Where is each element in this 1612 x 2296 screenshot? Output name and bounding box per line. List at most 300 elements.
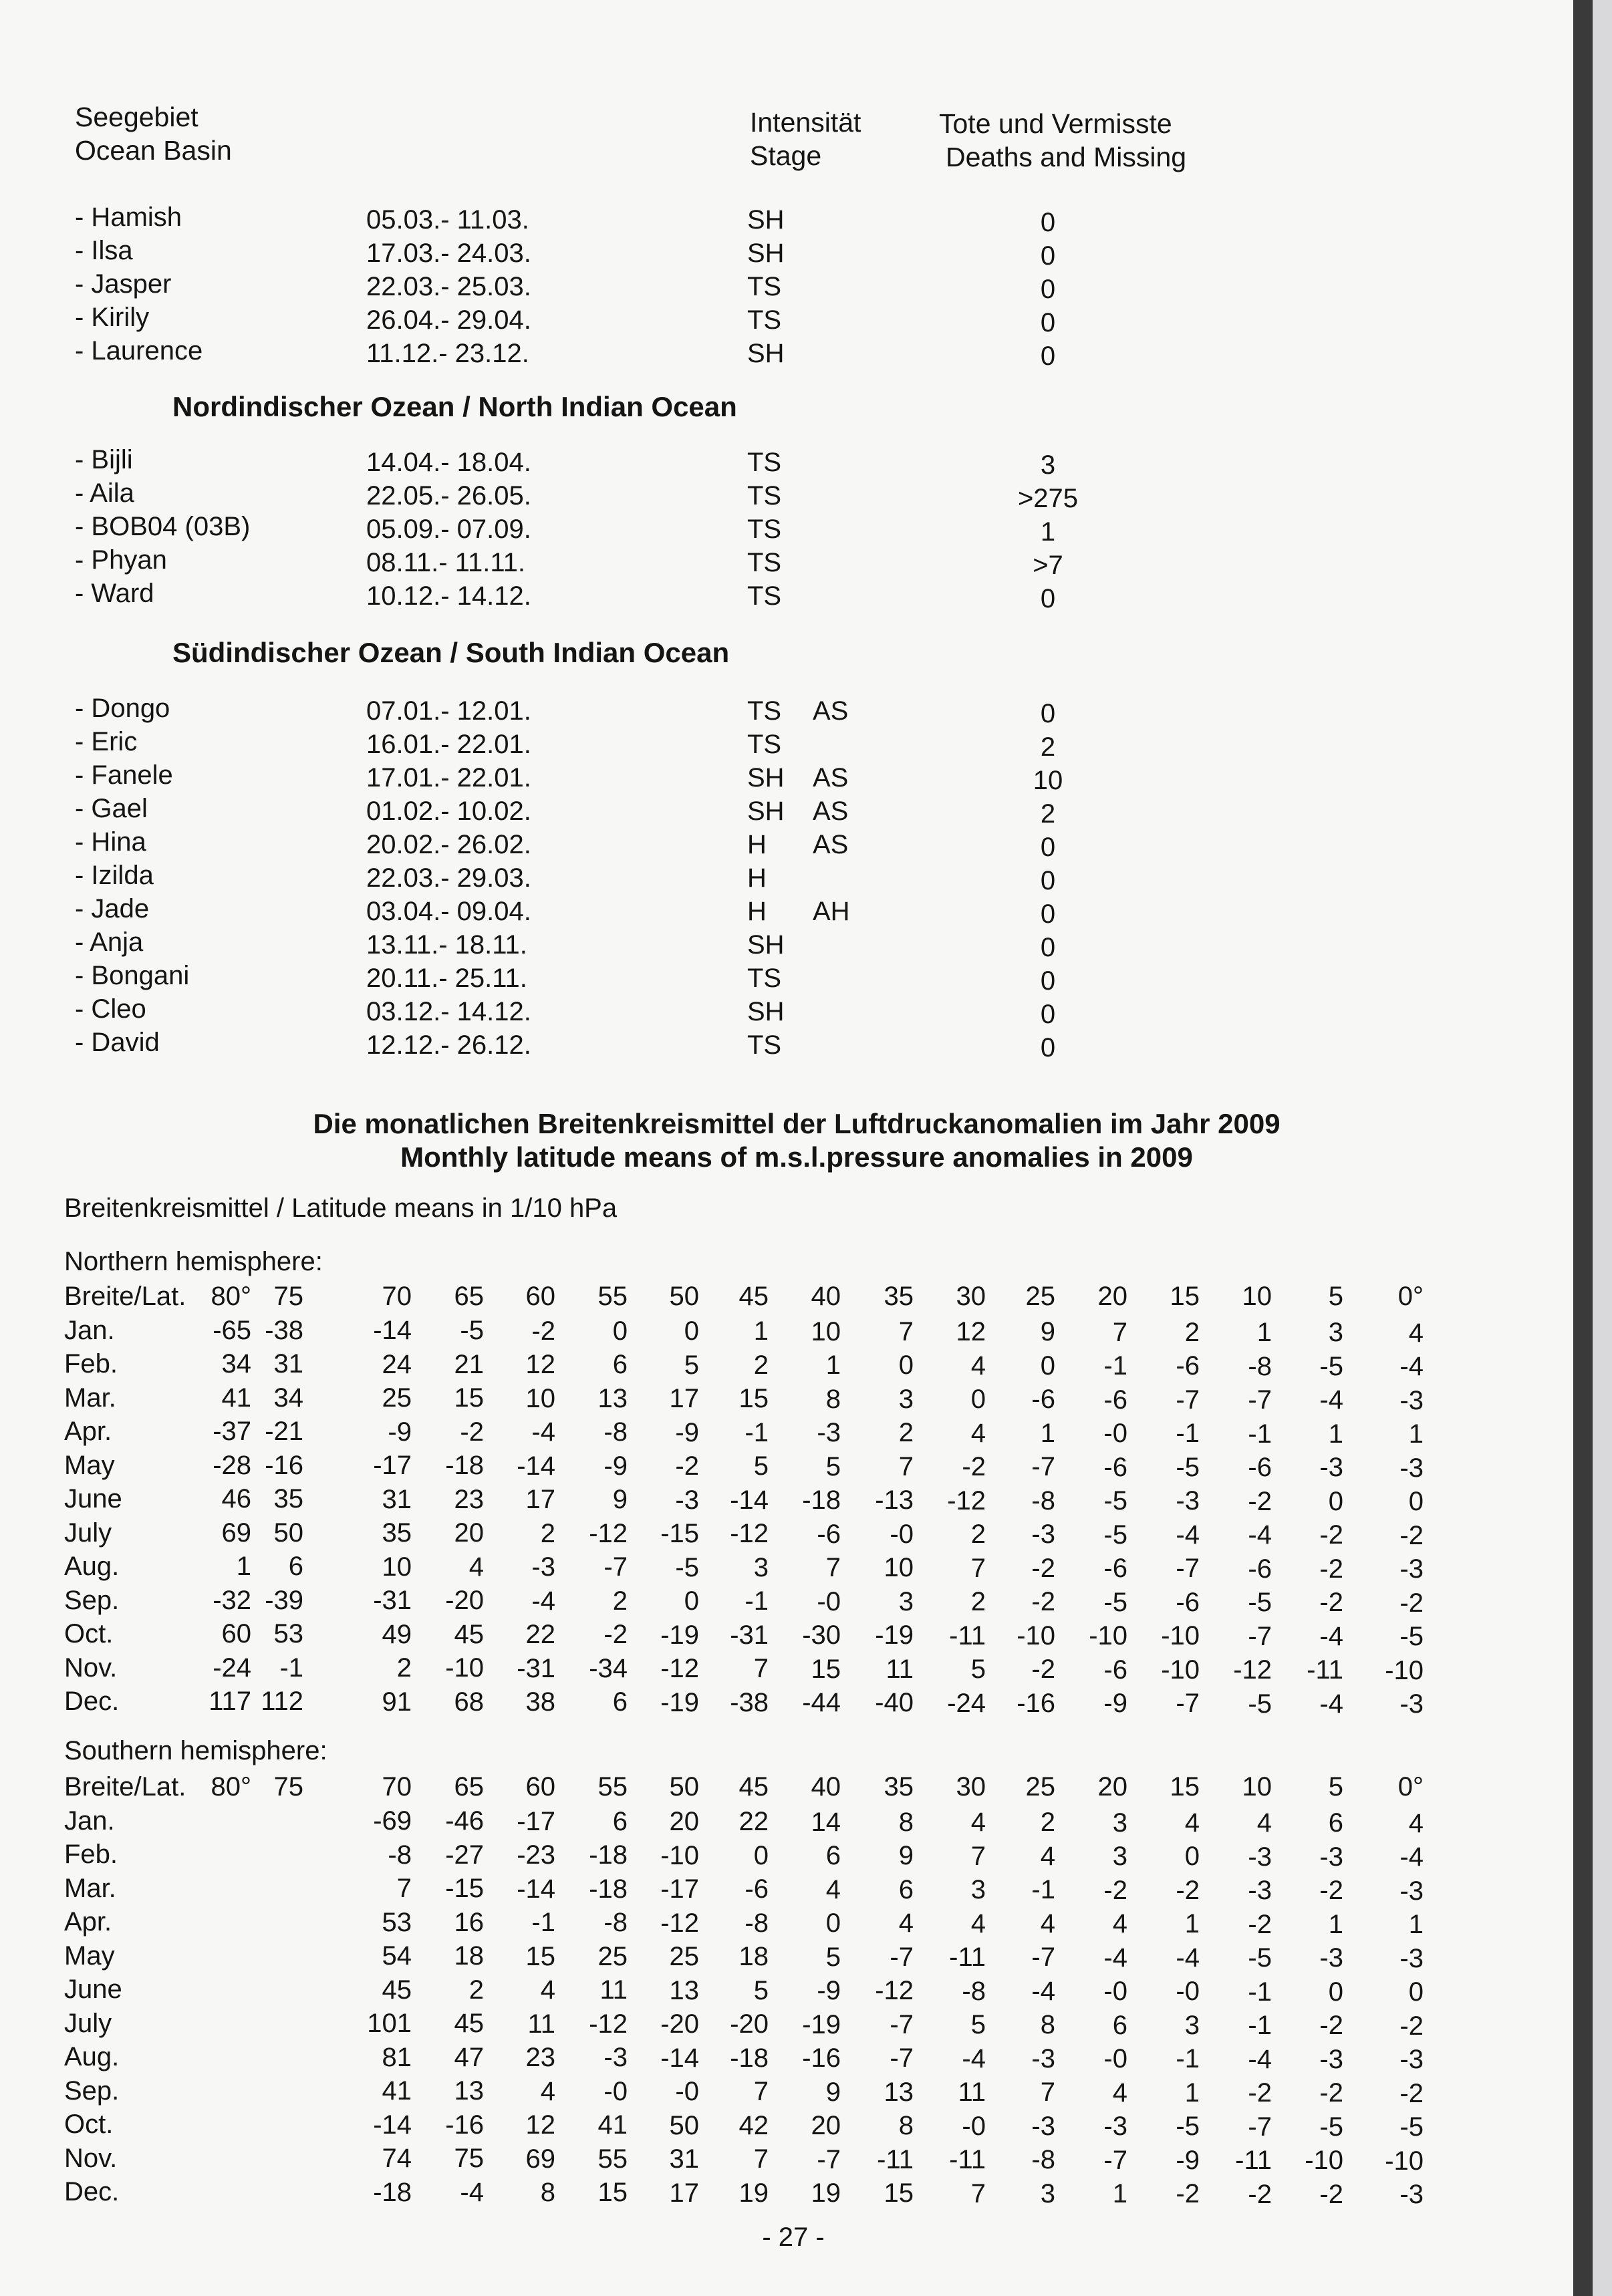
stage-header [750,106,861,172]
lat-header: 30 [956,1282,986,1311]
anomaly-value: 7 [753,1654,769,1684]
anomaly-value: 6 [825,1841,841,1870]
storm-name: - Kirily [75,303,150,332]
anomaly-value: -12 [589,2009,628,2039]
anomaly-value: -3 [1319,2044,1343,2074]
anomaly-value: -4 [1248,1520,1272,1550]
lat-header: 15 [1170,1772,1200,1802]
storm-deaths: 0 [1040,699,1056,728]
anomaly-value: 2 [1040,1808,1055,1838]
storm-dates: 22.05.- 26.05. [366,481,531,511]
anomaly-value: -6 [1176,1351,1200,1381]
storm-name: - Ilsa [75,236,133,265]
anomaly-value: -2 [603,1620,628,1650]
anomaly-value: -1 [1176,2044,1200,2074]
anomaly-value: -0 [962,2111,986,2141]
storm-dates: 14.04.- 18.04. [366,448,531,477]
anomaly-value: 5 [684,1350,699,1380]
anomaly-value: 11 [958,2077,986,2107]
anomaly-title-de: Die monatlichen Breitenkreismittel der Luftdruckanomalien im Jahr 2009 [313,1108,1281,1139]
storm-name: - Bongani [75,961,190,990]
anomaly-value: -4 [1319,1689,1343,1719]
anomaly-value: -1 [745,1417,769,1447]
anomaly-value: 19 [738,2178,769,2208]
anomaly-value: -5 [1103,1587,1127,1617]
anomaly-value: 4 [825,1874,841,1904]
anomaly-value: 3 [898,1586,914,1616]
anomaly-value: -6 [1103,1554,1127,1583]
storm-dates: 05.03.- 11.03. [366,205,529,235]
anomaly-value: -24 [947,1688,986,1718]
anomaly-value: -4 [1031,1976,1055,2006]
anomaly-value: -9 [388,1417,412,1447]
southern-label: Southern hemisphere: [64,1736,327,1765]
anomaly-value: -16 [265,1450,303,1480]
anomaly-value: 3 [1184,2010,1200,2040]
anomaly-value: 31 [382,1484,412,1514]
month-label: June [64,1975,122,2004]
anomaly-value: -3 [1248,1842,1272,1872]
lat-header: 80° [211,1772,251,1802]
storm-deaths: 0 [1040,1033,1056,1062]
storm-stage: SH [747,930,785,960]
lat-header: 15 [1170,1282,1200,1311]
anomaly-value: 8 [825,1384,841,1414]
storm-name: - Hamish [75,202,182,232]
anomaly-value: -3 [1031,2111,1055,2141]
anomaly-value: -20 [445,1586,484,1616]
anomaly-value: -6 [1103,1452,1127,1482]
anomaly-value: -28 [213,1450,251,1480]
storm-deaths: 2 [1040,732,1056,762]
anomaly-value: -18 [445,1451,484,1481]
anomaly-value: 55 [597,2144,628,2174]
storm-name: - Eric [75,727,138,756]
storm-name: - Laurence [75,336,203,366]
anomaly-value: 6 [1328,1808,1343,1838]
storm-dates: 17.01.- 22.01. [366,763,531,793]
anomaly-value: -3 [1399,2180,1424,2209]
anomaly-value: -3 [1399,1689,1424,1719]
anomaly-value: -6 [745,1874,769,1904]
anomaly-value: 31 [273,1349,303,1379]
month-label: Sep. [64,1585,120,1615]
anomaly-value: -1 [279,1653,303,1683]
storm-deaths: 10 [1033,766,1063,795]
anomaly-value: 25 [597,1941,628,1971]
storm-dates: 22.03.- 25.03. [366,272,531,301]
anomaly-value: 35 [382,1518,412,1548]
anomaly-value: -31 [373,1586,412,1615]
anomaly-value: -30 [802,1620,841,1650]
anomaly-value: 4 [1040,1841,1055,1871]
anomaly-value: 6 [612,1806,628,1836]
storm-name: - Dongo [75,694,170,723]
storm-stage: TS [747,730,782,759]
basin-header-en: Ocean Basin [75,135,232,166]
lat-header: 20 [1097,1772,1127,1802]
storm-name: - Ward [75,579,154,608]
anomaly-value: 7 [753,2144,769,2174]
anomaly-value: 2 [540,1518,555,1548]
anomaly-value: -10 [1385,1655,1424,1685]
anomaly-value: -14 [517,1451,555,1481]
lat-header: 20 [1097,1282,1127,1311]
storm-deaths: 0 [1040,341,1056,371]
anomaly-value: 20 [454,1518,484,1548]
anomaly-value: 4 [970,1418,986,1448]
anomaly-value: -2 [1319,1588,1343,1618]
storm-deaths: 0 [1040,1000,1056,1029]
anomaly-value: -14 [730,1485,769,1515]
storm-stage: SH [747,339,785,368]
anomaly-value: 1 [1328,1419,1343,1449]
anomaly-value: -46 [445,1806,484,1836]
anomaly-value: -7 [1176,1554,1200,1584]
anomaly-value: 3 [1040,2178,1055,2208]
anomaly-value: 0 [970,1385,986,1414]
anomaly-value: -31 [517,1653,555,1683]
anomaly-value: -2 [1319,2078,1343,2108]
month-label: Dec. [64,1687,120,1716]
anomaly-value: -6 [1103,1385,1127,1415]
anomaly-value: -2 [531,1316,555,1346]
storm-deaths: 1 [1040,517,1056,547]
anomaly-value: -9 [1176,2145,1200,2175]
anomaly-value: -40 [875,1688,914,1718]
lat-header: 0° [1397,1772,1424,1802]
anomaly-value: -44 [802,1688,841,1717]
anomaly-value: -38 [730,1687,769,1717]
anomaly-value: 41 [382,2076,412,2106]
storm-dates: 11.12.- 23.12. [366,339,529,368]
anomaly-value: 4 [970,1908,986,1939]
anomaly-value: 0 [1408,1487,1424,1516]
anomaly-value: -1 [1176,1419,1200,1449]
anomaly-value: -38 [265,1315,303,1345]
units-label: Breitenkreismittel / Latitude means in 1/10 hPa [64,1193,618,1223]
anomaly-value: -2 [675,1451,699,1481]
storm-stage-secondary: AS [813,696,849,726]
storm-stage: H [747,830,767,859]
anomaly-value: -1 [1103,1351,1127,1381]
anomaly-value: 9 [612,1485,628,1515]
anomaly-value: 7 [753,2077,769,2107]
anomaly-value: 0 [825,1908,841,1938]
anomaly-value: 45 [454,2009,484,2039]
lat-header: 70 [382,1772,412,1802]
anomaly-value: -4 [1399,1352,1424,1381]
storm-stage: H [747,863,767,893]
anomaly-value: -4 [531,1586,555,1616]
storm-deaths: 0 [1040,966,1056,996]
anomaly-value: -1 [745,1586,769,1616]
anomaly-value: -9 [817,1976,841,2005]
anomaly-value: -5 [675,1552,699,1582]
anomaly-value: -12 [875,1976,914,2006]
month-label: Mar. [64,1383,116,1413]
anomaly-value: 2 [970,1520,986,1549]
lat-header: 5 [1328,1772,1343,1802]
storm-deaths: 0 [1040,899,1056,929]
month-label: Apr. [64,1907,112,1936]
anomaly-value: -31 [730,1620,769,1650]
anomaly-value: -10 [660,1840,699,1870]
page-number: - 27 - [762,2222,825,2252]
anomaly-value: -3 [1399,1943,1424,1973]
anomaly-value: 17 [669,2178,699,2208]
anomaly-value: 15 [597,2178,628,2208]
anomaly-value: -6 [1248,1554,1272,1584]
anomaly-value: -14 [517,1874,555,1904]
anomaly-value: 14 [811,1807,841,1837]
lat-header: 80° [211,1282,251,1311]
storm-stage: SH [747,205,785,235]
anomaly-value: -2 [962,1452,986,1481]
anomaly-value: 7 [898,1316,914,1346]
lat-header: 60 [525,1772,555,1802]
storm-stage-secondary: AS [813,830,849,859]
storm-stage: SH [747,239,785,268]
lat-header: 25 [1025,1772,1055,1802]
anomaly-value: 4 [1112,1909,1127,1939]
anomaly-value: -10 [1017,1620,1055,1651]
anomaly-value: 1 [236,1552,251,1581]
anomaly-value: 8 [1040,2010,1055,2040]
lat-header: 55 [597,1282,628,1311]
anomaly-value: -4 [531,1417,555,1447]
storm-dates: 22.03.- 29.03. [366,863,531,893]
anomaly-value: 24 [382,1349,412,1379]
storm-stage: H [747,897,767,926]
anomaly-value: 8 [540,2178,555,2207]
anomaly-value: -2 [1319,1876,1343,1906]
anomaly-value: 3 [898,1384,914,1414]
anomaly-value: 4 [898,1908,914,1939]
anomaly-value: 13 [669,1975,699,2005]
anomaly-value: 7 [970,2178,986,2208]
anomaly-value: -37 [213,1417,251,1446]
lat-header: 40 [811,1282,841,1311]
lat-header: 45 [738,1772,769,1802]
storm-dates: 07.01.- 12.01. [366,696,531,726]
anomaly-value: -11 [1307,1655,1343,1685]
anomaly-value: 5 [825,1942,841,1972]
anomaly-value: -4 [962,2043,986,2073]
anomaly-value: -18 [802,1485,841,1515]
anomaly-value: -2 [1319,2179,1343,2209]
anomaly-value: 15 [738,1384,769,1414]
anomaly-value: -8 [1248,1351,1272,1381]
storm-dates: 10.12.- 14.12. [366,581,531,611]
anomaly-value: 47 [454,2042,484,2072]
scan-edge [1573,0,1593,2296]
anomaly-value: 5 [753,1975,769,2005]
anomaly-value: 8 [898,2111,914,2141]
anomaly-value: -2 [1176,2179,1200,2209]
anomaly-value: -16 [802,2043,841,2073]
anomaly-value: -2 [460,1417,484,1447]
month-label: Apr. [64,1417,112,1446]
anomaly-value: -5 [1103,1520,1127,1550]
lat-row-header: Breite/Lat. [64,1282,186,1311]
anomaly-value: 4 [1184,1808,1200,1838]
anomaly-value: -5 [1176,1452,1200,1482]
northern-label: Northern hemisphere: [64,1247,323,1276]
anomaly-value: 15 [884,2178,914,2208]
storm-stage: SH [747,763,785,793]
anomaly-value: 45 [382,1975,412,2005]
anomaly-value: -4 [1103,1943,1127,1973]
anomaly-value: -8 [745,1908,769,1938]
anomaly-value: -15 [660,1519,699,1548]
storm-dates: 03.04.- 09.04. [366,897,531,926]
month-label: Feb. [64,1349,118,1379]
month-label: Aug. [64,2042,120,2071]
anomaly-value: 20 [669,1807,699,1836]
anomaly-value: 4 [540,1975,555,2005]
anomaly-value: -32 [213,1585,251,1615]
anomaly-value: -1 [1031,1875,1055,1905]
anomaly-value: 2 [396,1653,412,1683]
month-label: Sep. [64,2075,120,2106]
anomaly-value: -7 [1176,1689,1200,1719]
anomaly-value: -3 [1399,1453,1424,1483]
storm-deaths: 2 [1040,799,1056,829]
anomaly-value: -7 [890,2009,914,2039]
anomaly-value: -3 [817,1418,841,1447]
anomaly-value: -2 [1248,1486,1272,1516]
anomaly-value: 23 [525,2043,555,2072]
anomaly-value: 2 [753,1350,769,1380]
anomaly-value: -6 [1031,1385,1055,1415]
anomaly-value: 18 [454,1941,484,1971]
storm-dates: 16.01.- 22.01. [366,730,531,759]
anomaly-value: -2 [1031,1553,1055,1583]
anomaly-value: 12 [956,1317,986,1346]
anomaly-value: 1 [1040,1418,1055,1448]
anomaly-value: -9 [603,1451,628,1481]
anomaly-value: 6 [288,1552,303,1582]
anomaly-value: -5 [1399,1622,1424,1651]
anomaly-value: 19 [811,2178,841,2208]
storm-name: - Hina [75,827,146,857]
anomaly-value: -12 [589,1518,628,1548]
anomaly-value: -5 [1399,2112,1424,2142]
storm-name: - David [75,1028,160,1057]
anomaly-value: 20 [811,2111,841,2140]
storm-dates: 13.11.- 18.11. [366,930,527,960]
anomaly-value: 0 [1328,1977,1343,2007]
anomaly-value: 0 [898,1350,914,1381]
anomaly-value: 5 [970,2010,986,2039]
anomaly-value: 17 [525,1485,555,1514]
anomaly-value: 1 [1328,1909,1343,1939]
storm-stage: TS [747,548,782,577]
storm-name: - Phyan [75,545,167,575]
anomaly-value: 4 [1256,1808,1272,1838]
storm-dates: 17.03.- 24.03. [366,239,531,268]
anomaly-value: 38 [525,1687,555,1717]
anomaly-value: -10 [1089,1621,1127,1651]
anomaly-value: 0 [1328,1486,1343,1516]
deaths-header-en: Deaths and Missing [946,142,1187,172]
lat-header: 10 [1242,1772,1272,1802]
anomaly-value: 49 [382,1619,412,1649]
anomaly-value: -11 [877,2144,914,2174]
storm-dates: 01.02.- 10.02. [366,797,531,826]
anomaly-value: 2 [970,1587,986,1616]
anomaly-value: 46 [221,1484,251,1514]
anomaly-value: -8 [388,1840,412,1870]
storm-deaths: 3 [1040,450,1056,480]
anomaly-value: 4 [540,2076,555,2106]
month-label: May [64,1941,115,1971]
anomaly-value: 18 [738,1942,769,1972]
anomaly-value: 23 [454,1484,484,1514]
storm-stage: TS [747,305,782,335]
storm-dates: 12.12.- 26.12. [366,1030,531,1060]
anomaly-value: -14 [373,1316,412,1345]
anomaly-value: 21 [454,1349,484,1379]
storm-deaths: 0 [1040,308,1056,337]
anomaly-value: -1 [531,1908,555,1937]
anomaly-value: 0 [1408,1977,1424,2007]
anomaly-value: -1 [1248,1419,1272,1449]
anomaly-value: -8 [962,1976,986,2006]
anomaly-value: -2 [1176,1875,1200,1905]
storm-stage: TS [747,696,782,726]
storm-stage: TS [747,1030,782,1060]
anomaly-value: 5 [753,1451,769,1481]
storm-stage: TS [747,515,782,544]
anomaly-value: -11 [949,1943,986,1972]
storm-stage: TS [747,448,782,477]
anomaly-value: -19 [875,1620,914,1651]
anomaly-value: -23 [517,1840,555,1870]
anomaly-value: -8 [1031,1485,1055,1516]
anomaly-value: -3 [1031,2043,1055,2073]
lat-header: 75 [273,1282,303,1311]
anomaly-value: 3 [970,1875,986,1904]
anomaly-value: 53 [273,1619,303,1649]
anomaly-value: -7 [817,2144,841,2174]
anomaly-value: -7 [1031,1452,1055,1482]
storm-dates: 03.12.- 14.12. [366,997,531,1026]
storm-dates: 26.04.- 29.04. [366,305,531,335]
storm-stage-secondary: AS [813,763,849,793]
lat-header: 40 [811,1772,841,1802]
anomaly-value: -20 [730,2009,769,2039]
anomaly-value: 69 [221,1518,251,1548]
storm-stage-secondary: AH [813,897,850,926]
anomaly-value: -7 [1103,2145,1127,2175]
anomaly-value: 68 [454,1687,484,1717]
anomaly-value: -17 [660,1874,699,1904]
anomaly-value: 11 [599,1975,628,2005]
anomaly-value: -17 [373,1451,412,1480]
anomaly-value: -65 [213,1315,251,1345]
anomaly-value: -39 [265,1585,303,1615]
anomaly-value: -5 [1176,2112,1200,2142]
anomaly-value: -4 [1319,1621,1343,1651]
anomaly-value: 0 [684,1316,699,1346]
lat-header: 60 [525,1282,555,1311]
anomaly-value: 4 [1408,1808,1424,1838]
anomaly-value: -3 [1248,1876,1272,1905]
lat-header: 50 [669,1282,699,1311]
month-label: July [64,2008,112,2038]
